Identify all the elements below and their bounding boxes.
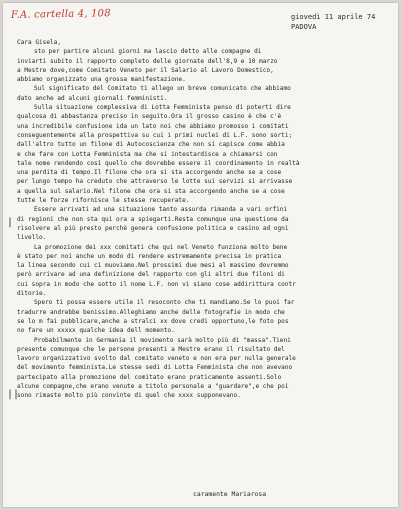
letter-body (17, 38, 392, 401)
letter-line: alcune compagne,che erano venute a titolo personale a "guardare",e che poi (17, 382, 289, 390)
letter-line: La promozione dei xxx comitati che qui nel Veneto funziona molto bene (34, 243, 288, 251)
letter-line: Spero ti possa essere utile il resoconto che ti mandiamo.Se lo puoi far (34, 299, 295, 307)
letter-page (3, 3, 398, 507)
letter-line: qualcosa di abbastanza preciso in seguito.Ora il grosso casino è che c'è (17, 113, 282, 121)
letter-line: partecipato alla promozione del comitato erano praticamente assenti.Solo (17, 373, 282, 381)
letter-line: Essere arrivati ad una situazione tanto assurda rimanda a vari orfini (34, 206, 288, 214)
letter-line: è stato per noi anche un modo di rendere estremamente precisa in pratica (17, 252, 282, 260)
margin-tick-mark: || (7, 389, 20, 400)
letter-line: presente comunque che le persone presenti a Mestre erano il risultato del (17, 345, 285, 353)
letter-line: inviarti subito il rapporto completo delle giornate dell'8,9 e 10 marzo (17, 57, 278, 65)
letter-line: conseguentemente alla prospettiva su cui i primi nuclei di L.F. sono sorti; (17, 131, 293, 139)
letter-line: di regioni che non sta qui ora a spiegarti.Resta comunque una questione da (17, 215, 289, 223)
margin-tick-mark: | (7, 217, 14, 228)
letter-line: però arrivare ad una definizione del rapporto con gli altri due filoni di (17, 271, 285, 279)
letter-line: a quella sul salario.Nel filone che ora si sta accorgendo anche se a cose (17, 187, 285, 195)
letter-line: dall'altro tutto un filone di Autocoscienza che non si capisce come abbia (17, 141, 285, 149)
letter-line: una incredibile confusione ida un lato noi che abbiamo promosso i comitati (17, 122, 289, 130)
letter-line: se lo m fai pubblicare,anche a stralci xx dove credi opportuno,le foto pos (17, 317, 289, 325)
letter-line: sto per partire alcuni giorni ma lascio detto alle compagne di (34, 48, 262, 56)
letter-line: tradurre andrebbe benissimo.Alleghiamo anche delle fotografie in modo che (17, 308, 285, 316)
letter-line: a Mestre dove,come Comitato Veneto per il Salario al Lavoro Domestico, (17, 66, 274, 74)
letter-line: Sulla situazione complessiva di Lotta Femminista penso di poterti dire (34, 104, 291, 112)
letter-line: una perdita di tempo.Il filone che ora si sta accorgendo anche se a cose (17, 169, 282, 177)
letter-line: e che fare con Lotta Femminista ma che si intestardisce a chiamarsi con (17, 150, 278, 158)
letter-line: risolvere al più presto perchè genera confusione politica e casino ad ogni (17, 224, 289, 232)
date-day: giovedì 11 aprile 74 (291, 13, 376, 21)
dateline (291, 12, 375, 32)
letter-line: dato anche ad alcuni giornali femministi. (17, 94, 168, 102)
letter-line: livello. (17, 234, 47, 242)
letter-line: tale nome rendendo così quello che dovrebbe essere il coordinamento in realtà (17, 159, 300, 167)
letter-line: sono rimaste molto più convinte di quel che xxxx supponevano. (17, 392, 241, 400)
letter-line: lavoro organizzativo svolto dal comitato veneto e non era per nulla generale (17, 355, 296, 363)
closing-signature: caramente Mariarosa (193, 490, 267, 498)
letter-line: ditorie. (17, 290, 47, 298)
salutation: Cara Gisela, (17, 39, 62, 46)
letter-line: no fare un xxxxx qualche idea dell momento. (17, 327, 175, 335)
letter-line: cui sopra in modo che sotto il nome L.F. non vi siano cose addirittura contr (17, 280, 296, 288)
letter-line: Probabilmente in Germania il movimento sarà molto più di "massa".Tieni (34, 336, 291, 344)
letter-line: abbiamo organizzato una grossa manifestazione. (17, 76, 186, 84)
letter-line: per lungo tempo ha creduto che attraverso le lotte sui servizi si arrivasse (17, 178, 293, 186)
date-place: PADOVA (291, 23, 317, 31)
letter-line: Sul significato del Comitato ti allego un breve comunicato che abbiamo (34, 85, 291, 93)
letter-line: del movimento femminista.Le stesse sedi di Lotta Femminista che non avevano (17, 364, 293, 372)
letter-line: tutte le forze rifornisce le stesse recuperate. (17, 197, 190, 205)
letter-line: la linea secondo cui ci muoviamo.Nel prossimi due mesi al massimo dovremmo (17, 262, 289, 270)
archival-mark: F.A. cartella 4, 108 (10, 8, 111, 21)
